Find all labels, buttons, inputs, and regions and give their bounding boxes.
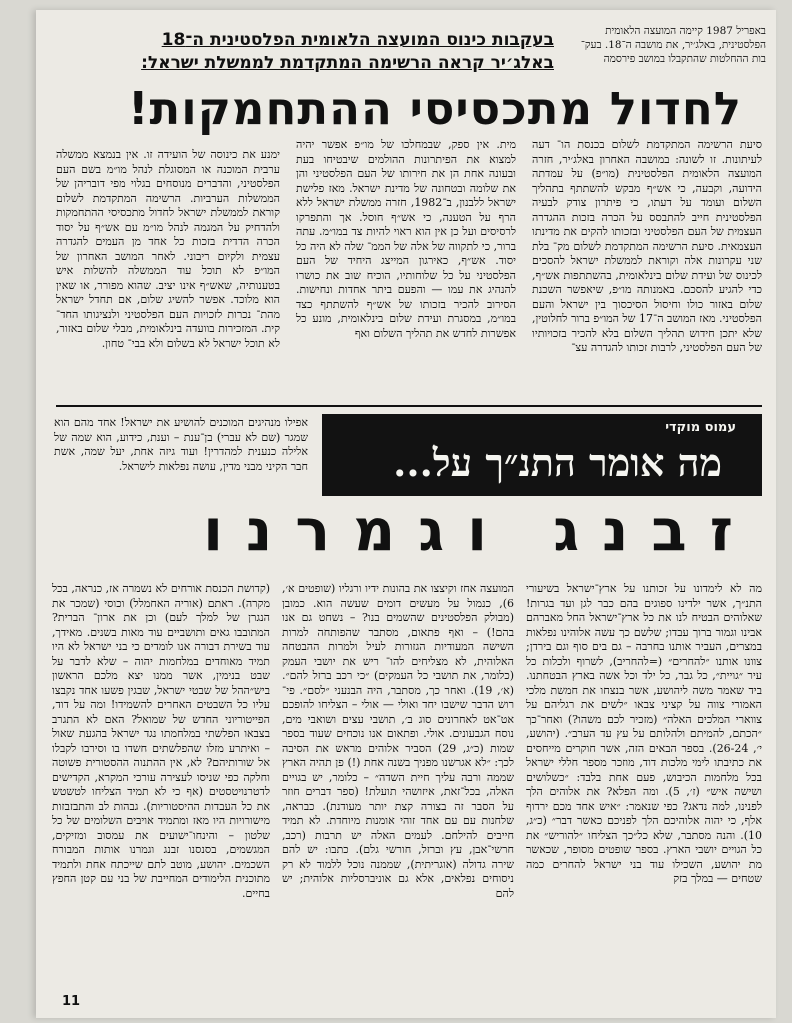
feature-heading-box [322,414,762,496]
newspaper-page [36,10,776,1018]
feature-column-middle: המועצה אחז וקיצצו את בהונות ידיו ורגליו (שופטים א׳, 6), כנמול על מעשים דומים שעשה הוא. כמובן (מבולק הפלסטינים שהשמים בנו? – נשחט גם אנו בהם!) – ואף פתאום, מסתבר שהפותחה למרות השישה המעודיות הגזורות לעיל ולמרות ההבטחה האלוהית, לא מצליחים להו־ ריש את יושבי העמק (כלומר, את תושבי כל העמקים) ״כי רכב ברזל להם״. (א׳, 19). ואחר כך, מסתבר, היה הבנעני ״לסם״. פי־ רוש הדבר שישבו יחד ואולי — אולי – הצליחו להופכם אט־אט לאחרונים סוג ב׳, תושבי עצים ושואבי מים, נוסח הגבעונים. אולי. ופתאום אנו נוכחים שעוד בספר שמות (כ״ג, 29) הסביר אלוהים מראש את הסיבה לכך: ״לא אגרשנו מפניך בשנה אחת (!) פן תהיה הארץ שממה ורבה עליך חיית השדה״ – כלומר, יש בגויים האלה, בכל־זאת, איזושהי תועלת! (ספר דברים חוזר על הסבר זה בצורה קצת יותר מעודנת). כבראה, שלחנות עם עם אחד זוהי אומנות מיוחדת. לא תמיד חייבים להילחם. לעמים האלה יש תרבות (רכב, חרשי־אבן, עץ וברזל, חורשי גלם). כתבו: יש להם שירה גדולה (אוגריתית), שממנה נוכל ללמוד לא רק ניסוחים נפלאים, אלא גם אוניברסליות אלוהית; יש להם [282,582,514,900]
section-divider [56,405,762,407]
header-line-1: בעקבות כינוס המועצה הלאומית הפלסטינית ה־18 [161,30,554,50]
page-number: 11 [62,994,81,1009]
feature-intro-quote: אפילו מנהיגים המוכנים להושיע את ישראל! אחד מהם הוא שמגר (שם לא עברי) בן־ענת – וענת, כידוע, הוא שמה של אלילה כנענית למהדרין! ועוד גיזה אחת, יעל שמה, אשת חבר הקיני מבני מדין, עושה נפלאות לישראל. [54,416,308,473]
intro-box: באפריל 1987 קיימה המועצה הלאומית הפלסטינית, באלג׳יר, את מושבה ה־18. בעק־ בות ההחלטות שהתקבלו במושב פירסמה [580,25,766,65]
feature-author: עמוס מוקדי [665,420,736,435]
feature-box-title: מה אומר התנ״ך על... [393,440,722,485]
feature-column-left: (קדושת הכנסת אורחים לא נשמרה אז, כנראה, בכל מקרה). ראתם (אוריה האחמלל) וכוסי (שמכר את הנגרן של למלך לעם) וכן את ארון־ הברית? המתובבו גאים ותושביים עוד מאות בשנים. מאידך, עוד בשירת דבורה אנו לומדים כי בני ישראל לא היו תמיד מאוחדים במלחמות יהוה – שלא לדבר על שבט בנימין, אשר ממנו יצא מלכם הראשון ביש״ההל של שבטי ישראל, שבגין פשעו אחד נקבצו עליו כל השבטים האחרים להשמידו! ומה על דוד, הפייטוריוני החדש של שמואל? האם לא התגרב בצבאו הפלשתי במלחמתו נגד ישראל בהגעת שאול – ואיתרע מזלו שהפלשתים חשדו בו וסירבו לקבלו אל שורותיהם? לא, אין ההתנוה ההסטורית פשוטה וחלקה כפי שניסו לעצירה עורכי המקרא, הקדישים לדטרנויטסטים (אף כי לא תמיד הצליחו לטשטש את כל העבדות ההיסטוריות). גבהות לב והתבזבזות מישורויות היו מאז ומתמיד אויבים השלומים של כל שלטון – והינחו־ישועים את עמסוב ומזיקים, המגשמים, בסנסנו זבנג וגמרנו אותות המבורח השכמים. יהושע, מוטב לתם שייכתח אחת ולתמיד מתוכנית הלימודים המחייבת של בני עם קטן החפץ בחיים. [52,582,270,900]
page-title: לחדול מתכסיסי ההתחמקות! [128,82,742,135]
article1-column-right: סיעת הרשימה המתקדמת לשלום בכנסת הו־ דעה לעיתונות. זו לשונה: במושבה האחרון באלג׳יר, חזרה המועצה הלאומית הפלסטינית (מו״פ) על עמדתה הידועה, וקבעה, כי אש״ף מבקש להשתתף בתהליך השלום ועומד על דעתו, כי פיתרון צודק לבעיה הפלסטינית חייב להתבסס על הכרה בזכות ההגדרה העצמית של העם הפלסטיני ובזכותו להקים את מדינתו העצמאית. סיעת הרשימה המתקדמת לשלום מק־ בלת שני עקרונות אלה וקוראת לממשלת ישראל להסכים לכינוס של ועידת שלום בינלאומית, בהשתתפות אש״ף, כדי להגיע להסכם. באמנותה מו״פ, שיאפשר השכנת שלום באזור כולו וחיסול הסיכסוך בין ישראל והעם הפלסטיני. מאז המושב ה־17 של המו״פ ברור לחלוטין, שלא יתכן חידוש תהליך השלום בלא להכיר בזכויותיו של העם הפלסטיני, לרבות זכותו להגדרה עצ־ [532,138,762,354]
header-line-2: באלג׳יר קראה הרשימה המתקדמת לממשלת ישראל: [141,53,554,73]
feature-big-title: זבנג וגמרנו [203,496,756,564]
article1-column-middle: מית. אין ספק, שבמחלכו של מו״פ אפשר יהיה למצוא את הפיתרונות ההולמים שיבטיחו בעת ובעונה אחת הן את חירותו של העם הפלסטיני והן את שלומה ובטחונה של מדינת ישראל. מאז פלישת ישראל ללבנון, ב־1982, חזרה ממשלת ישראל ללא הרף על הטענה, כי אש״ף חוסל. אך והתפרקו לרסיסים ועל כן אין הוא ראוי להיות צד במו״מ. עתה ברור, כי לתקווה של אלה של הממ־ שלה לא היה כל יסוד. אש״ף, כאירגון המייצג היחיד של העם הפלסטיני על כל שלוחותיו, הוכיח שוב את כושרו להנהיג את עמו — והפעם ביתר אחדות ונחישות. הסירוב להכיר בזכותו של אש״ף להשתתף כצד במו״מ, במסגרת ועידת שלום בינלאומית, מונע כל אפשרות לחדש את תהליך השלום ואף [296,138,516,340]
article1-column-left: ימנע את כינוסה של הועידה זו. אין בנמצא ממשלה ערבית המוכנה או המסוגלת לנהל מו״מ בשם העם הפלסטיני, והדברים מנוסחים בגלוי מפי דובריהן של הממשלות הערביות. הרשימה המתקדמת לשלום קוראת לממשלת ישראל לחדול מתכסיסי ההתחמקות ולהדחיק על המגמה לנהל מו״מ עם אש״ף על יסוד הכרה הדדית בזכות כל אחד מן העמים להגדרה עצמית ולקיום ריבוני. לאחר המושב האחרון של המו״פ לא תוכל עוד הממשלה להשלות איש בטענותיה, שאש״ף אינו יציב. שהוא מפורר, או שאין הוא מלוכד. אפשר להשיג שלום, אם תחדל ישראל מהת־ נכרות לזכויות העם הפלסטיני ולנציגותו החד־ קית. המזכירות בוועדה בינלאומית, מבלי שלום באזור, לא תוכל ישראל לא בשלום ולא בבי־ טחון. [56,148,280,350]
feature-column-right: מה לא לימדונו על זכותנו על ארץ־ישראל בשיעורי התנ״ך, אשר ילדינו ספוגים בהם כבר לגן ועד בגרות! שאלוהים הבטיח לנו את כל ארץ־ישראל החל מאברהם אבינו וגמור ברוך עבדו; שלשם כך עשה אלוהינו נפלאות במצרים, העביר אותנו בחרבה – גם בים סוף וגם בירדן; צוונו אותנו ״להחרים״ (=להחריב), לשרוף ולכלות כל עיר ״גויית״, כל גבר, כל ילד וכל אשה בארץ הבטחתנו. ביד שאמר משה ליהושע, אשר בנצחו את חמשת מלכי האמורי צווה על קציני צבאו ״לשים את רגליהם על צווארי המלכים האלה״ (מזכיר לכם משהו?) ואחר־כך ״הכתם, להמיתם ולהלותם על עץ עד הערב״. (יהושע, י׳, 26-24). בספר הבאים הזה, אשר חוקרים מייחסים את כתיבתו לימי מלכות דוד, מוזכר מספר חללי ישראל בכל מלחמות הכיבוש, פעם אחת בלבד: ״כשלושים ושישה איש״ (ז׳, 5). ומה הפלא? את אלוהים הלך לפנינו, למה נדאג? כפי שנאמר: ״איש אחד מכם ירדוף אלף, כי יהוה אלוהיכם הלך לפניכם כאשר דבר״ (כ״ג, 10). והנה מסתבר, שלא כל״כך הצליחו ״להוריש״ את כל הגויים יושבי הארץ. בספר שופטים מסופר, שכאשר מת יהושע, השכילו עוד בני ישראל להחרים כמה שטחים — במלך בזק [526,582,762,885]
